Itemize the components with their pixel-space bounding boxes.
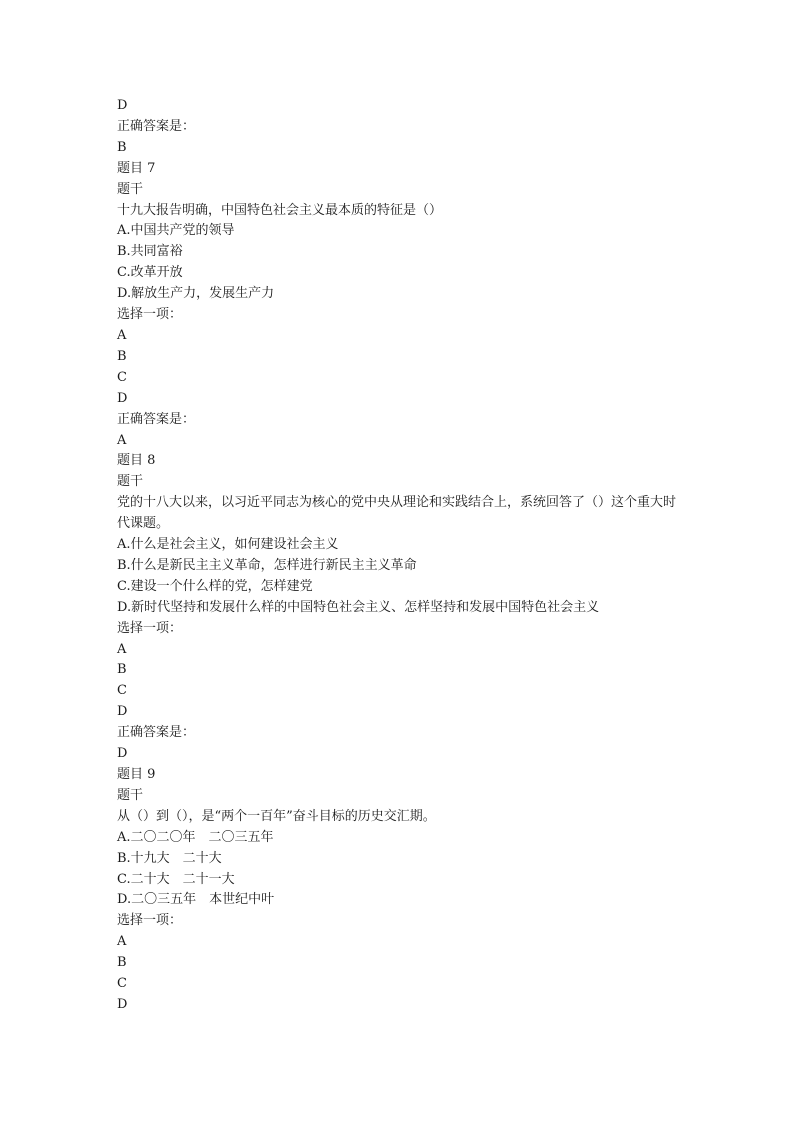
question-7-select-label: 选择一项： bbox=[117, 307, 183, 323]
question-8-stem-label: 题干 bbox=[117, 474, 144, 490]
question-8-option-c: C.建设一个什么样的党，怎样建党 bbox=[117, 578, 313, 594]
question-7-stem: 十九大报告明确，中国特色社会主义最本质的特征是（） bbox=[117, 202, 443, 218]
previous-answer-label: 正确答案是： bbox=[117, 118, 196, 134]
question-9-stem-label: 题干 bbox=[117, 787, 144, 803]
question-9-title: 题目 9 bbox=[117, 767, 156, 782]
question-8-title: 题目 8 bbox=[117, 453, 156, 469]
question-8-choice-a[interactable]: A bbox=[117, 641, 127, 657]
question-7-answer: A bbox=[117, 432, 127, 448]
document-content bbox=[117, 96, 717, 1016]
question-7-choice-d[interactable]: D bbox=[117, 390, 128, 406]
question-8-select-label: 选择一项： bbox=[117, 620, 183, 636]
question-7-option-d: D.解放生产力，发展生产力 bbox=[117, 286, 275, 302]
question-7-title: 题目 7 bbox=[117, 160, 156, 176]
question-9-choice-a[interactable]: A bbox=[117, 934, 127, 950]
question-8-option-d: D.新时代坚持和发展什么样的中国特色社会主义、怎样坚持和发展中国特色社会主义 bbox=[117, 599, 600, 615]
question-9-option-d: D.二〇三五年 本世纪中叶 bbox=[117, 892, 275, 908]
question-8-option-b: B.什么是新民主主义革命，怎样进行新民主主义革命 bbox=[117, 557, 417, 573]
question-8-option-a: A.什么是社会主义，如何建设社会主义 bbox=[117, 537, 339, 553]
question-7-stem-label: 题干 bbox=[117, 181, 144, 197]
question-7-option-a: A.中国共产党的领导 bbox=[117, 223, 235, 239]
previous-answer: B bbox=[117, 139, 127, 155]
question-8-answer-label: 正确答案是： bbox=[117, 725, 196, 741]
question-9-stem: 从（）到（），是“两个一百年”奋斗目标的历史交汇期。 bbox=[117, 808, 436, 824]
question-8-choice-c[interactable]: C bbox=[117, 683, 127, 699]
question-9-choice-d[interactable]: D bbox=[117, 996, 128, 1012]
question-7-option-c: C.改革开放 bbox=[117, 265, 183, 281]
question-9-option-b: B.十九大 二十大 bbox=[117, 850, 222, 866]
question-7-answer-label: 正确答案是： bbox=[117, 411, 196, 427]
question-9-option-a: A.二〇二〇年 二〇三五年 bbox=[117, 829, 274, 845]
question-8-choice-b[interactable]: B bbox=[117, 662, 127, 678]
previous-choice-d: D bbox=[117, 98, 128, 113]
question-7-choice-a[interactable]: A bbox=[117, 327, 127, 343]
question-9-choice-c[interactable]: C bbox=[117, 976, 127, 992]
question-8-choice-d[interactable]: D bbox=[117, 704, 128, 720]
question-7-option-b: B.共同富裕 bbox=[117, 244, 183, 260]
question-9-option-c: C.二十大 二十一大 bbox=[117, 871, 235, 887]
question-7-choice-c[interactable]: C bbox=[117, 369, 127, 385]
question-8-stem: 党的十八大以来，以习近平同志为核心的党中央从理论和实践结合上，系统回答了（）这个重大时代课题。 bbox=[117, 495, 677, 532]
question-8-answer: D bbox=[117, 746, 128, 762]
question-7-choice-b[interactable]: B bbox=[117, 348, 127, 364]
question-9-select-label: 选择一项： bbox=[117, 913, 183, 929]
question-9-choice-b[interactable]: B bbox=[117, 955, 127, 971]
